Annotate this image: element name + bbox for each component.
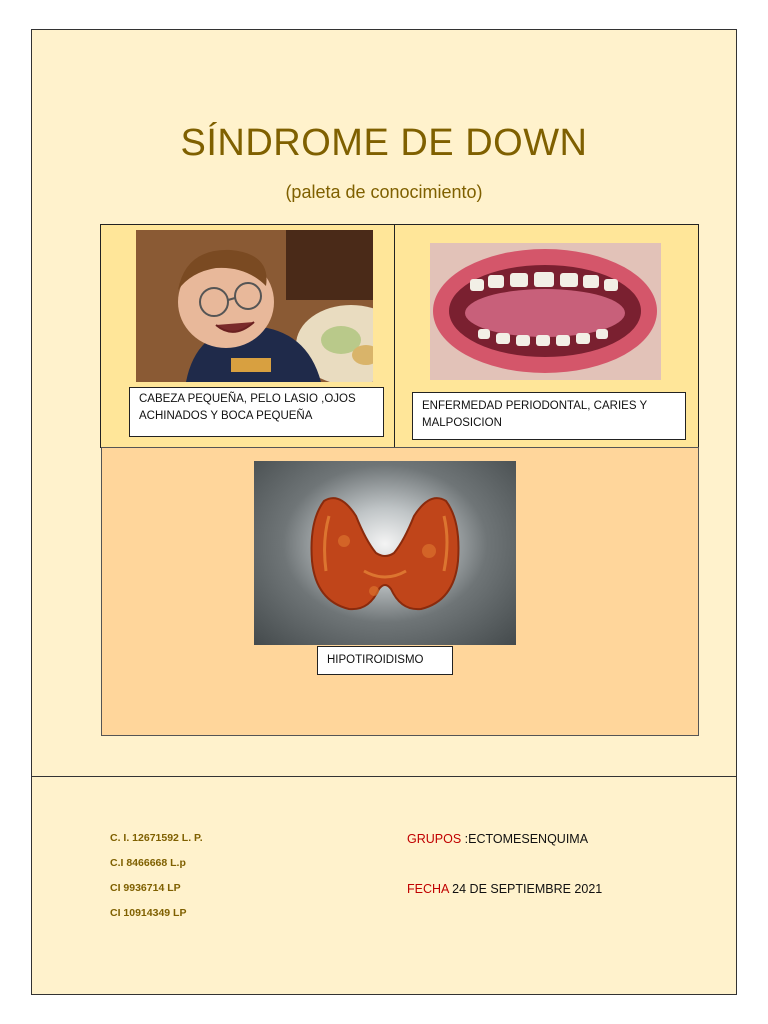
ci-number: C.I 8466668 L.p: [110, 857, 186, 869]
caption-dental-issues: [412, 392, 686, 440]
page-title: SÍNDROME DE DOWN: [180, 122, 588, 164]
caption-hypothyroidism: [317, 646, 453, 675]
grupos-line: [407, 832, 588, 846]
fecha-value: 24 DE SEPTIEMBRE 2021: [448, 882, 603, 896]
caption-line: MALPOSICION: [422, 417, 502, 429]
grupos-key: GRUPOS: [407, 832, 462, 846]
document-page: [31, 29, 737, 995]
panel-divider: [394, 224, 395, 448]
caption-line: HIPOTIROIDISMO: [327, 654, 424, 666]
thyroid-gland-photo: [254, 461, 516, 645]
fecha-line: [407, 882, 602, 896]
ci-number: CI 10914349 LP: [110, 907, 187, 919]
footer-divider: [32, 776, 736, 777]
ci-number: C. I. 12671592 L. P.: [110, 832, 203, 844]
page-subtitle: (paleta de conocimiento): [285, 182, 483, 202]
caption-line: CABEZA PEQUEÑA, PELO LASIO ,OJOS: [139, 393, 356, 405]
caption-facial-features: [129, 387, 384, 437]
open-mouth-teeth-photo: [430, 243, 661, 380]
ci-number: CI 9936714 LP: [110, 882, 181, 894]
caption-line: ENFERMEDAD PERIODONTAL, CARIES Y: [422, 400, 648, 412]
grupos-value: :ECTOMESENQUIMA: [461, 832, 589, 846]
baby-with-glasses-photo: [136, 230, 373, 382]
caption-line: ACHINADOS Y BOCA PEQUEÑA: [139, 410, 313, 422]
fecha-key: FECHA: [407, 882, 449, 896]
